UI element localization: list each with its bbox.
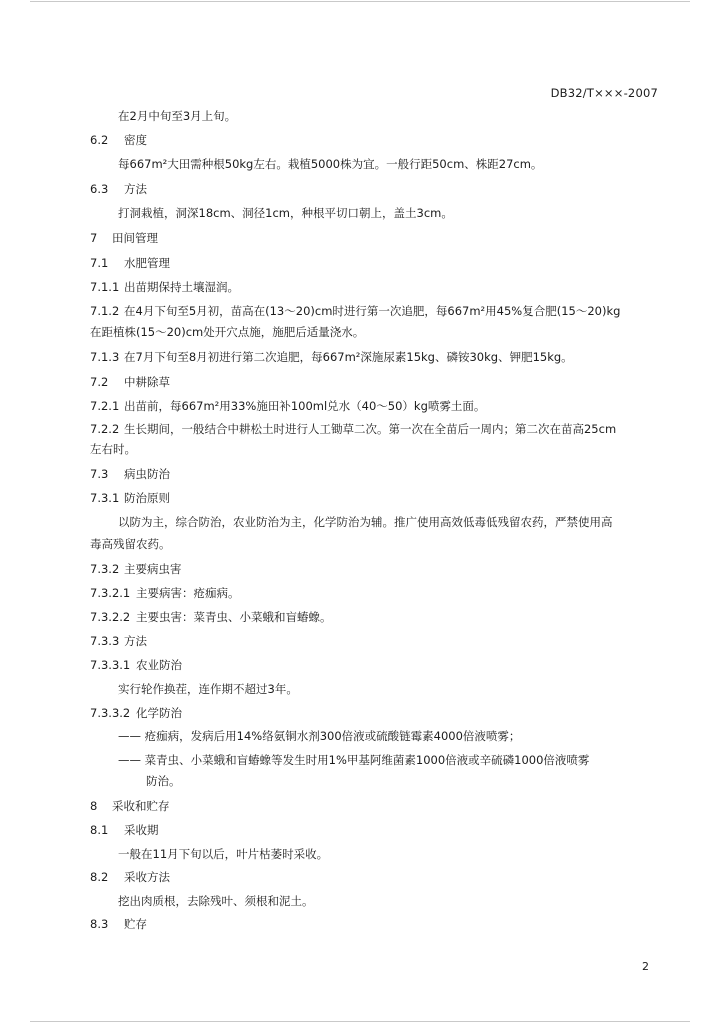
body-text: 打洞栽植，洞深18cm、洞径1cm，种根平切口朝上，盖土3cm。 xyxy=(118,206,453,220)
body-text: 在2月中旬至3月上旬。 xyxy=(118,109,237,123)
section-heading-8-3: 8.3 贮存 xyxy=(90,917,147,931)
clause-7-2-2: 7.2.2 生长期间，一般结合中耕松土时进行人工锄草二次。第一次在全苗后一周内；第二次在苗高25cm xyxy=(90,422,617,436)
body-text-continued: 在距植株(15～20)cm处开穴点施，施肥后适量浇水。 xyxy=(90,325,365,339)
clause-7-1-1: 7.1.1 出苗期保持土壤湿润。 xyxy=(90,280,239,294)
list-item: —— 菜青虫、小菜蛾和盲蝽蟓等发生时用1%甲基阿维菌素1000倍液或辛硫磷1000倍液喷雾 xyxy=(118,753,590,767)
list-item-continued: 防治。 xyxy=(146,774,181,788)
clause-7-3-3-2: 7.3.3.2 化学防治 xyxy=(90,706,182,720)
body-text: 实行轮作换茬，连作期不超过3年。 xyxy=(118,682,298,696)
body-text-continued: 左右时。 xyxy=(90,442,136,456)
section-heading-7-1: 7.1 水肥管理 xyxy=(90,256,170,270)
body-text: 以防为主，综合防治，农业防治为主，化学防治为辅。推广使用高效低毒低残留农药，严禁使用高 xyxy=(118,515,613,529)
document-code: DB32/T×××-2007 xyxy=(550,86,658,100)
section-heading-6-3: 6.3 方法 xyxy=(90,182,147,196)
body-text: 一般在11月下旬以后，叶片枯萎时采收。 xyxy=(118,847,329,861)
body-text: 挖出肉质根，去除残叶、须根和泥土。 xyxy=(118,894,314,908)
section-heading-8-1: 8.1 采收期 xyxy=(90,823,159,837)
section-heading-6-2: 6.2 密度 xyxy=(90,133,147,147)
section-heading-8: 8 采收和贮存 xyxy=(90,799,170,813)
list-item: —— 疮痂病，发病后用14%络氨铜水剂300倍液或硫酸链霉素4000倍液喷雾； xyxy=(118,729,521,743)
section-heading-7-3: 7.3 病虫防治 xyxy=(90,467,170,481)
clause-7-3-2-2: 7.3.2.2 主要虫害：菜青虫、小菜蛾和盲蝽蟓。 xyxy=(90,610,332,624)
body-text: 每667m²大田需种根50kg左右。栽植5000株为宜。一般行距50cm、株距27cm。 xyxy=(118,157,543,171)
clause-7-1-2: 7.1.2 在4月下旬至5月初，苗高在(13～20)cm时进行第一次追肥，每667m²用45%复合肥(15～20)kg xyxy=(90,304,621,318)
scan-artifact-top xyxy=(30,1,690,2)
body-text-continued: 毒高残留农药。 xyxy=(90,537,171,551)
clause-7-3-3: 7.3.3 方法 xyxy=(90,634,147,648)
clause-7-3-2: 7.3.2 主要病虫害 xyxy=(90,562,182,576)
clause-7-1-3: 7.1.3 在7月下旬至8月初进行第二次追肥，每667m²深施尿素15kg、磷铵30kg、钾肥15kg。 xyxy=(90,350,573,364)
section-heading-7: 7 田间管理 xyxy=(90,231,158,245)
clause-7-3-1: 7.3.1 防治原则 xyxy=(90,491,170,505)
scan-artifact-bottom xyxy=(30,1021,690,1022)
section-heading-7-2: 7.2 中耕除草 xyxy=(90,375,170,389)
clause-7-3-3-1: 7.3.3.1 农业防治 xyxy=(90,658,182,672)
clause-7-2-1: 7.2.1 出苗前，每667m²用33%施田补100ml兑水（40～50）kg喷雾土面。 xyxy=(90,399,486,413)
page-number: 2 xyxy=(642,960,649,973)
section-heading-8-2: 8.2 采收方法 xyxy=(90,870,170,884)
clause-7-3-2-1: 7.3.2.1 主要病害：疮痂病。 xyxy=(90,586,240,600)
